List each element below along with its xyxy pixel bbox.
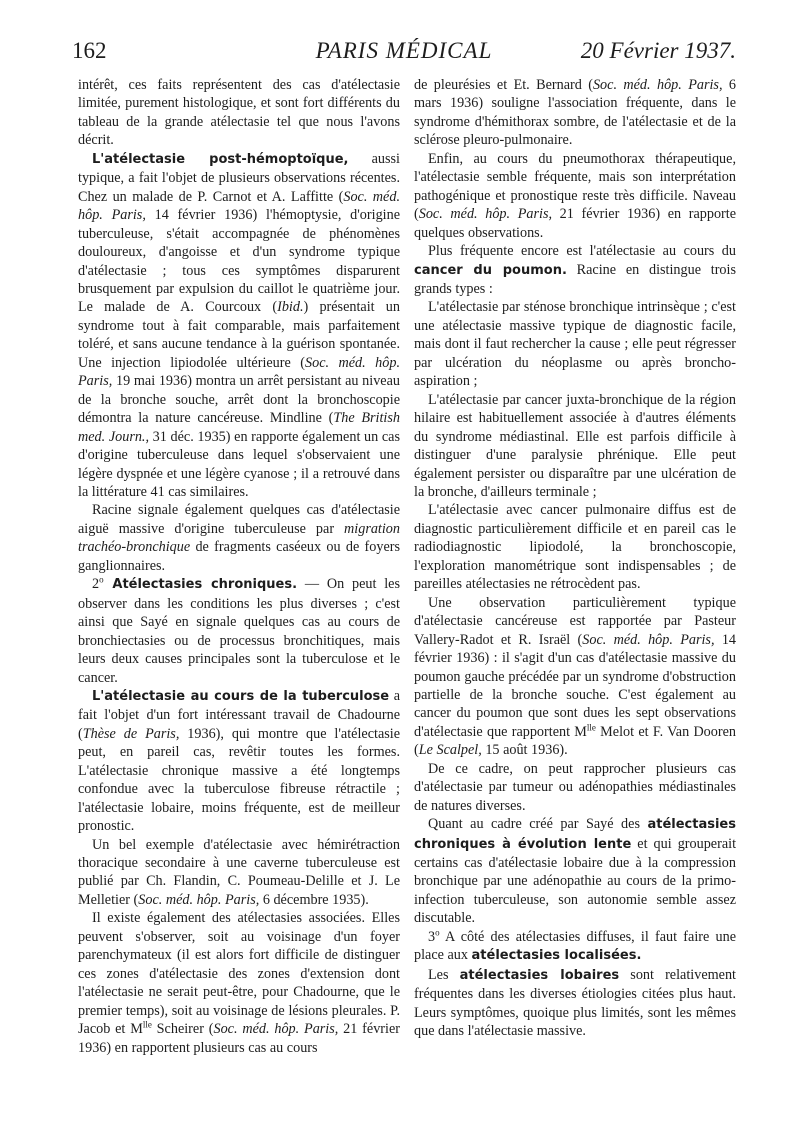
running-title: PARIS MÉDICAL: [315, 38, 493, 63]
citation: Ibid.: [277, 299, 304, 316]
paragraph: L'atélectasie au cours de la tuberculose a fait l'objet d'un fort intéressant travail de Chadourne (Thèse de Paris, 1936), qui montre que l'atélectasie peut, en pareil cas, revêtir toutes les formes. L'atélectasie chronique massive a été longtemps confondue avec la tuberculose fibreuse rétractile ; l'atélectasie lobaire, moins fréquente, est de meilleur pronostic.: [78, 687, 400, 835]
paragraph: L'atélectasie post-hémoptoïque, aussi typique, a fait l'objet de plusieurs observations récentes. Chez un malade de P. Carnot et A. Laffitte (Soc. méd. hôp. Paris, 14 février 1936) l'hémoptysie, d'origine tuberculeuse, s'était accompagnée de phénomènes douloureux, d'angoisse et d'un syndrome typique d'atélectasie ; tous ces symptômes disparurent brusquement par expulsion du caillot le quatrième jour. Le malade de A. Courcoux (Ibid.) présentait un syndrome tout à fait comparable, mais parfaitement toléré, et sans aucune tendance à la guérison spontanée. Une injection lipiodolée ultérieure (Soc. méd. hôp. Paris, 19 mai 1936) montra un arrêt persistant au niveau de la bronche souche, arrêt dont la bronchoscopie démontra la nature cancéreuse. Mindline (The British med. Journ., 31 déc. 1935) en rapporte également un cas d'origine tuberculeuse dans lequel s'observaient une légère dyspnée et une légère cyanose ; il a retrouvé dans la littérature 41 cas similaires.: [78, 150, 400, 500]
issue-date: 20 Février 1937.: [580, 38, 736, 63]
paragraph: intérêt, ces faits représentent des cas d'atélectasie limitée, purement histologique, et sont fort différents du tableau de la grande atélectasie tel que nous l'avons décrit.: [78, 77, 400, 149]
page-number: 162: [72, 38, 107, 63]
paragraph: Un bel exemple d'atélectasie avec hémirétraction thoracique secondaire à une caverne tuberculeuse est publié par Ch. Flandin, C. Poumeau-Delille et J. Le Melletier (Soc. méd. hôp. Paris, 6 décembre 1935).: [78, 836, 400, 908]
citation: Soc. méd. hôp. Paris,: [138, 891, 260, 908]
paragraph: Plus fréquente encore est l'atélectasie au cours du cancer du poumon. Racine en distingue trois grands types :: [414, 243, 736, 297]
paragraph: Racine signale également quelques cas d'atélectasie aiguë massive d'origine tuberculeuse par migration trachéo-bronchique de fragments caséeux ou de foyers ganglionnaires.: [78, 502, 400, 574]
section-heading: L'atélectasie au cours de la tuberculose: [92, 688, 390, 704]
section-heading: cancer du poumon.: [414, 262, 567, 278]
citation: Le Scalpel,: [418, 742, 482, 759]
citation: Soc. méd. hôp. Paris,: [592, 77, 723, 93]
citation: Soc. méd. hôp. Paris,: [418, 206, 553, 223]
citation: Soc. méd. hôp. Paris,: [78, 354, 400, 390]
paragraph: de pleurésies et Et. Bernard (Soc. méd. hôp. Paris, 6 mars 1936) souligne l'association fréquente, dans le syndrome d'hémithorax sombre, de l'atélectasie et de la sclérose pleuro-pulmonaire.: [414, 77, 736, 149]
citation: Soc. méd. hôp. Paris,: [78, 188, 400, 224]
citation: Soc. méd. hôp. Paris,: [582, 631, 715, 648]
paragraph: Les atélectasies lobaires sont relativement fréquentes dans les diverses étiologies citées plus haut. Leurs symptômes, quoique plus limités, sont les mêmes que dans l'atélectasie massive.: [414, 966, 736, 1040]
citation: Thèse de Paris,: [82, 725, 180, 742]
emphasis: migration trachéo-bronchique: [78, 520, 400, 556]
section-heading: L'atélectasie post-hémoptoïque,: [92, 151, 349, 167]
section-heading: atélectasies localisées.: [471, 948, 642, 964]
paragraph: Une observation particulièrement typique d'atélectasie cancéreuse est rapportée par Pasteur Vallery-Radot et R. Israël (Soc. méd. hôp. Paris, 14 février 1936) : il s'agit d'un cas d'atélectasie massive du poumon gauche précédée par un syndrome d'obstruction partielle de la bronche souche. C'est également au cancer du poumon que sont dues les sept observations d'atélectasie que rapportent $M^{lle}$ Melot et F. Van Dooren (Le Scalpel, 15 août 1936).: [414, 594, 737, 759]
list-item: L'atélectasie par sténose bronchique intrinsèque ; c'est une atélectasie massive typique de diagnostic facile, mais dont il faut rechercher la cause ; elle peut régresser par ulcération du néoplasme ou après broncho-aspiration ;: [414, 299, 736, 390]
list-item: L'atélectasie avec cancer pulmonaire diffus est de diagnostic particulièrement difficile et en pareil cas le radiodiagnostic lipiodolé, la bronchoscopie, l'exploration manométrique sont indispensables ; de pareilles atélectasies ne rétrocèdent pas.: [414, 502, 736, 593]
section-heading: atélectasies chroniques à évolution lente: [414, 817, 736, 852]
page-header: [72, 38, 736, 72]
list-item: L'atélectasie par cancer juxta-bronchique de la région hilaire est habituellement associée à d'autres éléments du syndrome médiastinal. Elle est parfois difficile à distinguer d'une paralysie phrénique. Elle peut également persister ou disparaître par une ulcération de la bronche, d'ailleurs terminale ;: [414, 391, 736, 500]
left-column: [78, 76, 400, 1057]
paragraph: Enfin, au cours du pneumothorax thérapeutique, l'atélectasie semble fréquente, mais son interprétation pathogénique et pronostique reste très difficile. Naveau (Soc. méd. hôp. Paris, 21 février 1936) en rapporte quelques observations.: [414, 150, 736, 241]
cancer-types-list: [414, 298, 736, 593]
right-column: [414, 76, 736, 1041]
citation: The British med. Journ.,: [78, 410, 400, 445]
paragraph: De ce cadre, on peut rapprocher plusieurs cas d'atélectasie par tumeur ou adénopathies médiastinales de natures diverses.: [414, 760, 736, 814]
citation: Soc. méd. hôp. Paris,: [213, 1021, 339, 1038]
paragraph: 3$^o$ A côté des atélectasies diffuses, il faut faire une place aux atélectasies localisées.: [414, 927, 736, 964]
paragraph: Il existe également des atélectasies associées. Elles peuvent s'observer, soit au voisinage d'un foyer parenchymateux (il est alors fort difficile de distinguer ces zones d'atélectasie des zones d'extension dont l'atélectasie ne serait peut-être, pour Chadourne, que le premier temps), soit au voisinage de lésions pleurales. P. Jacob et $M^{lle}$ Scheirer (Soc. méd. hôp. Paris, 21 février 1936) en rapportent plusieurs cas au cours: [78, 910, 400, 1056]
paragraph: 2$^o$ Atélectasies chroniques. — On peut les observer dans les conditions les plus diverses ; c'est ainsi que Sayé en signale quelques cas au cours de bronchiectasies ou de processus bronchitiques, mais leurs deux causes principales sont la tuberculose et le cancer.: [78, 574, 400, 686]
paragraph: Quant au cadre créé par Sayé des atélectasies chroniques à évolution lente et qui grouperait certains cas d'atélectasie lobaire due à la compression bronchique par une adénopathie au cours de la primo-infection tuberculeuse, son autonomie semble assez discutable.: [414, 816, 737, 927]
section-heading: atélectasies lobaires: [459, 967, 620, 983]
section-heading: Atélectasies chroniques.: [103, 577, 298, 593]
